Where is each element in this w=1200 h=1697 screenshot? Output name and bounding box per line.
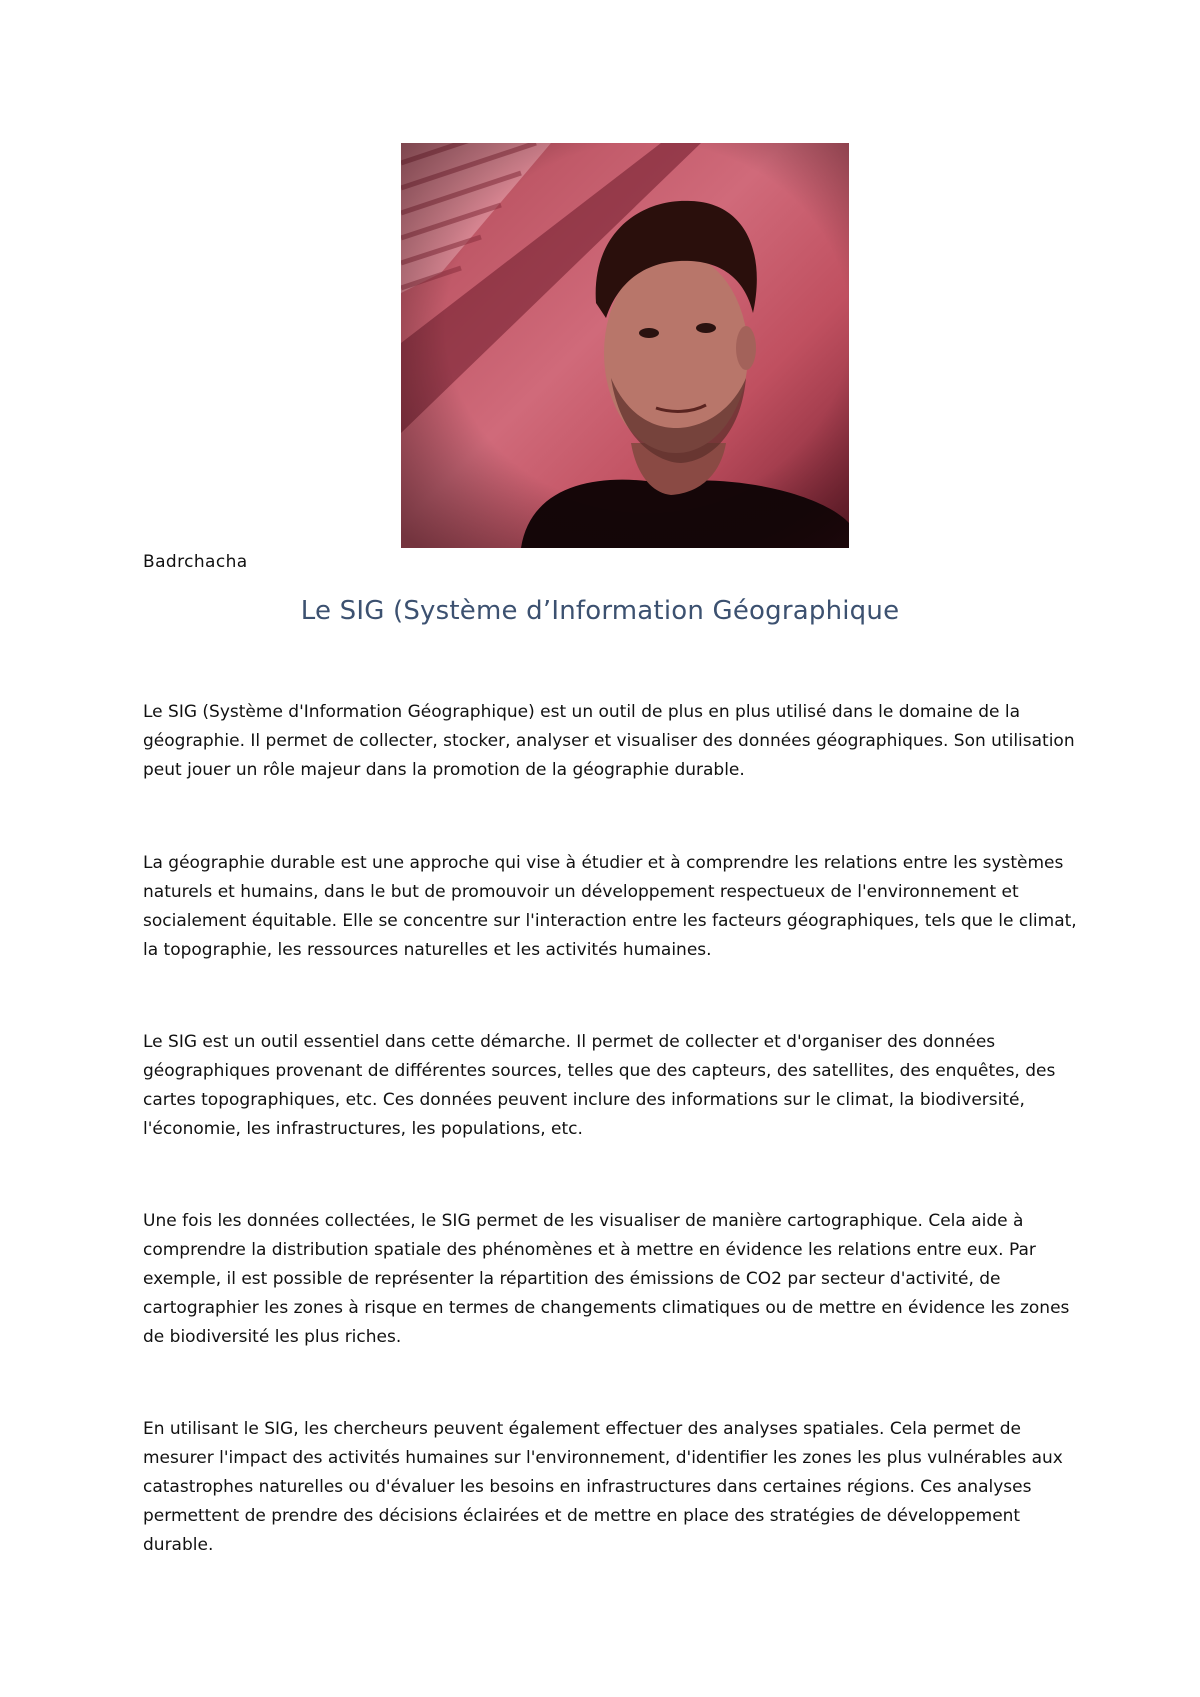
portrait-illustration <box>401 143 849 548</box>
paragraph-sustainable-geography: La géographie durable est une approche qui vise à étudier et à comprendre les relations entre les systèmes naturels et humains, dans le but de promouvoir un développement respectueux de l'environnement et socialement équitable. Elle se concentre sur l'interaction entre les facteurs géographiques, tels que le climat, la topographie, les ressources naturelles et les activités humaines. <box>143 853 1077 960</box>
author-name: Badrchacha <box>143 552 248 572</box>
document-title: Le SIG (Système d’Information Géographique <box>300 596 900 626</box>
paragraph-intro: Le SIG (Système d'Information Géographique) est un outil de plus en plus utilisé dans le domaine de la géographie. Il permet de collecter, stocker, analyser et visualiser des données géographiques. Son utilisation peut jouer un rôle majeur dans la promotion de la géographie durable. <box>143 702 1075 780</box>
author-portrait-photo <box>401 143 849 548</box>
paragraph-visualization: Une fois les données collectées, le SIG permet de les visualiser de manière cartographique. Cela aide à comprendre la distribution spatiale des phénomènes et à mettre en évidence les relations entre eux. Par exemple, il est possible de représenter la répartition des émissions de CO2 par secteur d'activité, de cartographier les zones à risque en termes de changements climatiques ou de mettre en évidence les zones de biodiversité les plus riches. <box>143 1211 1070 1347</box>
vignette <box>401 143 849 548</box>
paragraph-spatial-analysis: En utilisant le SIG, les chercheurs peuvent également effectuer des analyses spatiales. Cela permet de mesurer l'impact des activités humaines sur l'environnement, d'identifier les zones les plus vulnérables aux catastrophes naturelles ou d'évaluer les besoins en infrastructures dans certaines régions. Ces analyses permettent de prendre des décisions éclairées et de mettre en place des stratégies de développement durable. <box>143 1419 1063 1555</box>
paragraph-data-collection: Le SIG est un outil essentiel dans cette démarche. Il permet de collecter et d'organiser des données géographiques provenant de différentes sources, telles que des capteurs, des satellites, des enquêtes, des cartes topographiques, etc. Ces données peuvent inclure des informations sur le climat, la biodiversité, l'économie, les infrastructures, les populations, etc. <box>143 1032 1056 1139</box>
